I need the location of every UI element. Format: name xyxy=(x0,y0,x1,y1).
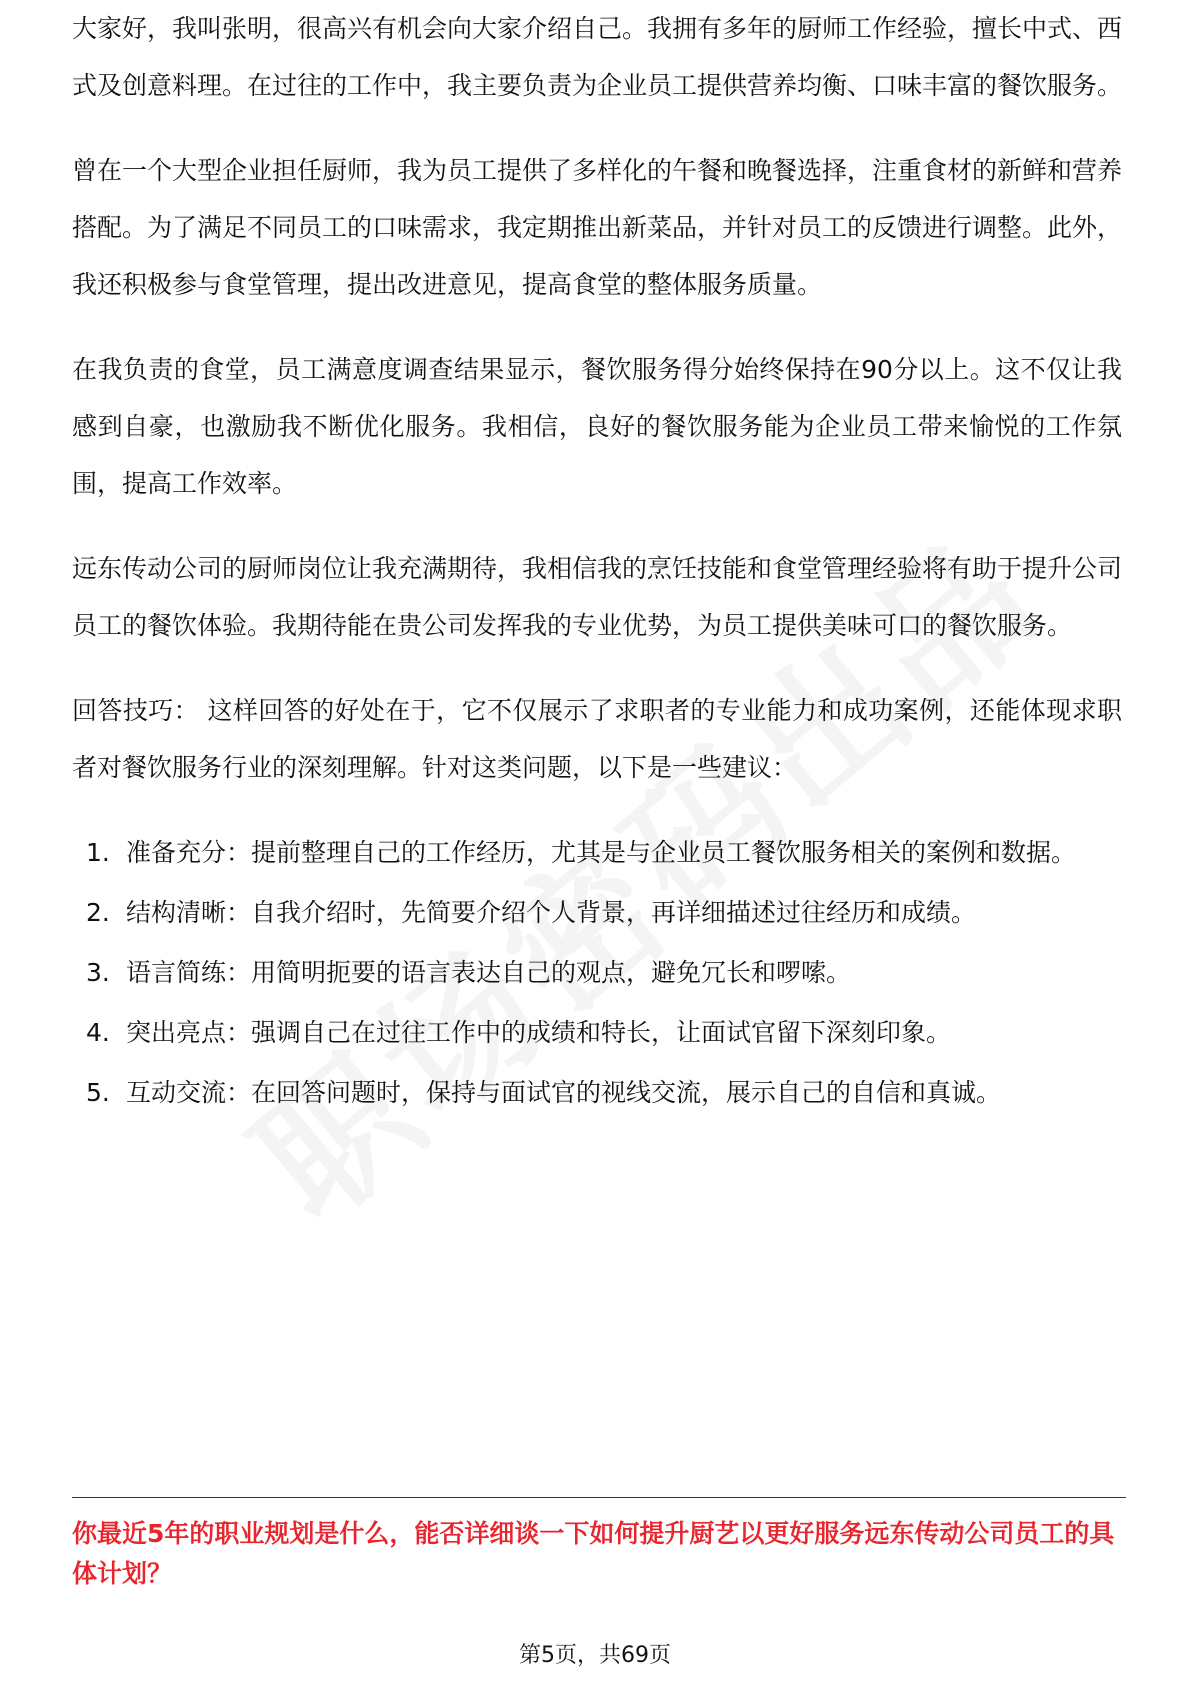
list-item xyxy=(72,824,1122,881)
paragraph-answer-tips: 回答技巧： 这样回答的好处在于，它不仅展示了求职者的专业能力和成功案例，还能体现求职者对餐饮服务行业的深刻理解。针对这类问题，以下是一些建议： xyxy=(72,696,1122,782)
list-item-number: 1. xyxy=(86,838,110,867)
list-item-text: 突出亮点：强调自己在过往工作中的成绩和特长，让面试官留下深刻印象。 xyxy=(126,1018,952,1047)
list-item xyxy=(72,1064,1122,1121)
list-item-text: 语言简练：用简明扼要的语言表达自己的观点，避免冗长和啰嗦。 xyxy=(126,958,852,987)
list-item-number: 2. xyxy=(86,898,110,927)
paragraph-expectation: 远东传动公司的厨师岗位让我充满期待，我相信我的烹饪技能和食堂管理经验将有助于提升公司员工的餐饮体验。我期待能在贵公司发挥我的专业优势，为员工提供美味可口的餐饮服务。 xyxy=(72,554,1123,640)
list-item-number: 5. xyxy=(86,1078,110,1107)
list-item xyxy=(72,944,1122,1001)
list-item-text: 准备充分：提前整理自己的工作经历，尤其是与企业员工餐饮服务相关的案例和数据。 xyxy=(126,838,1077,867)
list-item xyxy=(72,1004,1122,1061)
paragraph-intro: 大家好，我叫张明，很高兴有机会向大家介绍自己。我拥有多年的厨师工作经验，擅长中式、西式及创意料理。在过往的工作中，我主要负责为企业员工提供营养均衡、口味丰富的餐饮服务。 xyxy=(72,14,1123,100)
paragraph-experience: 曾在一个大型企业担任厨师，我为员工提供了多样化的午餐和晚餐选择，注重食材的新鲜和营养搭配。为了满足不同员工的口味需求，我定期推出新菜品，并针对员工的反馈进行调整。此外，我还积极参与食堂管理，提出改进意见，提高食堂的整体服务质量。 xyxy=(72,156,1123,299)
list-item-text: 结构清晰：自我介绍时，先简要介绍个人背景，再详细描述过往经历和成绩。 xyxy=(126,898,977,927)
next-question-heading: 你最近5年的职业规划是什么，能否详细谈一下如何提升厨艺以更好服务远东传动公司员工的具体计划？ xyxy=(72,1519,1115,1588)
page-footer: 第5页，共69页 xyxy=(519,1643,671,1668)
main-content xyxy=(72,14,1123,1124)
tips-list xyxy=(72,824,1122,1121)
list-item xyxy=(72,884,1122,941)
section-divider xyxy=(72,1497,1126,1498)
list-item-number: 3. xyxy=(86,958,110,987)
list-item-text: 互动交流：在回答问题时，保持与面试官的视线交流，展示自己的自信和真诚。 xyxy=(126,1078,1002,1107)
list-item-number: 4. xyxy=(86,1018,110,1047)
paragraph-achievement: 在我负责的食堂，员工满意度调查结果显示，餐饮服务得分始终保持在90分以上。这不仅让我感到自豪，也激励我不断优化服务。我相信，良好的餐饮服务能为企业员工带来愉悦的工作氛围，提高工作效率。 xyxy=(72,355,1122,498)
